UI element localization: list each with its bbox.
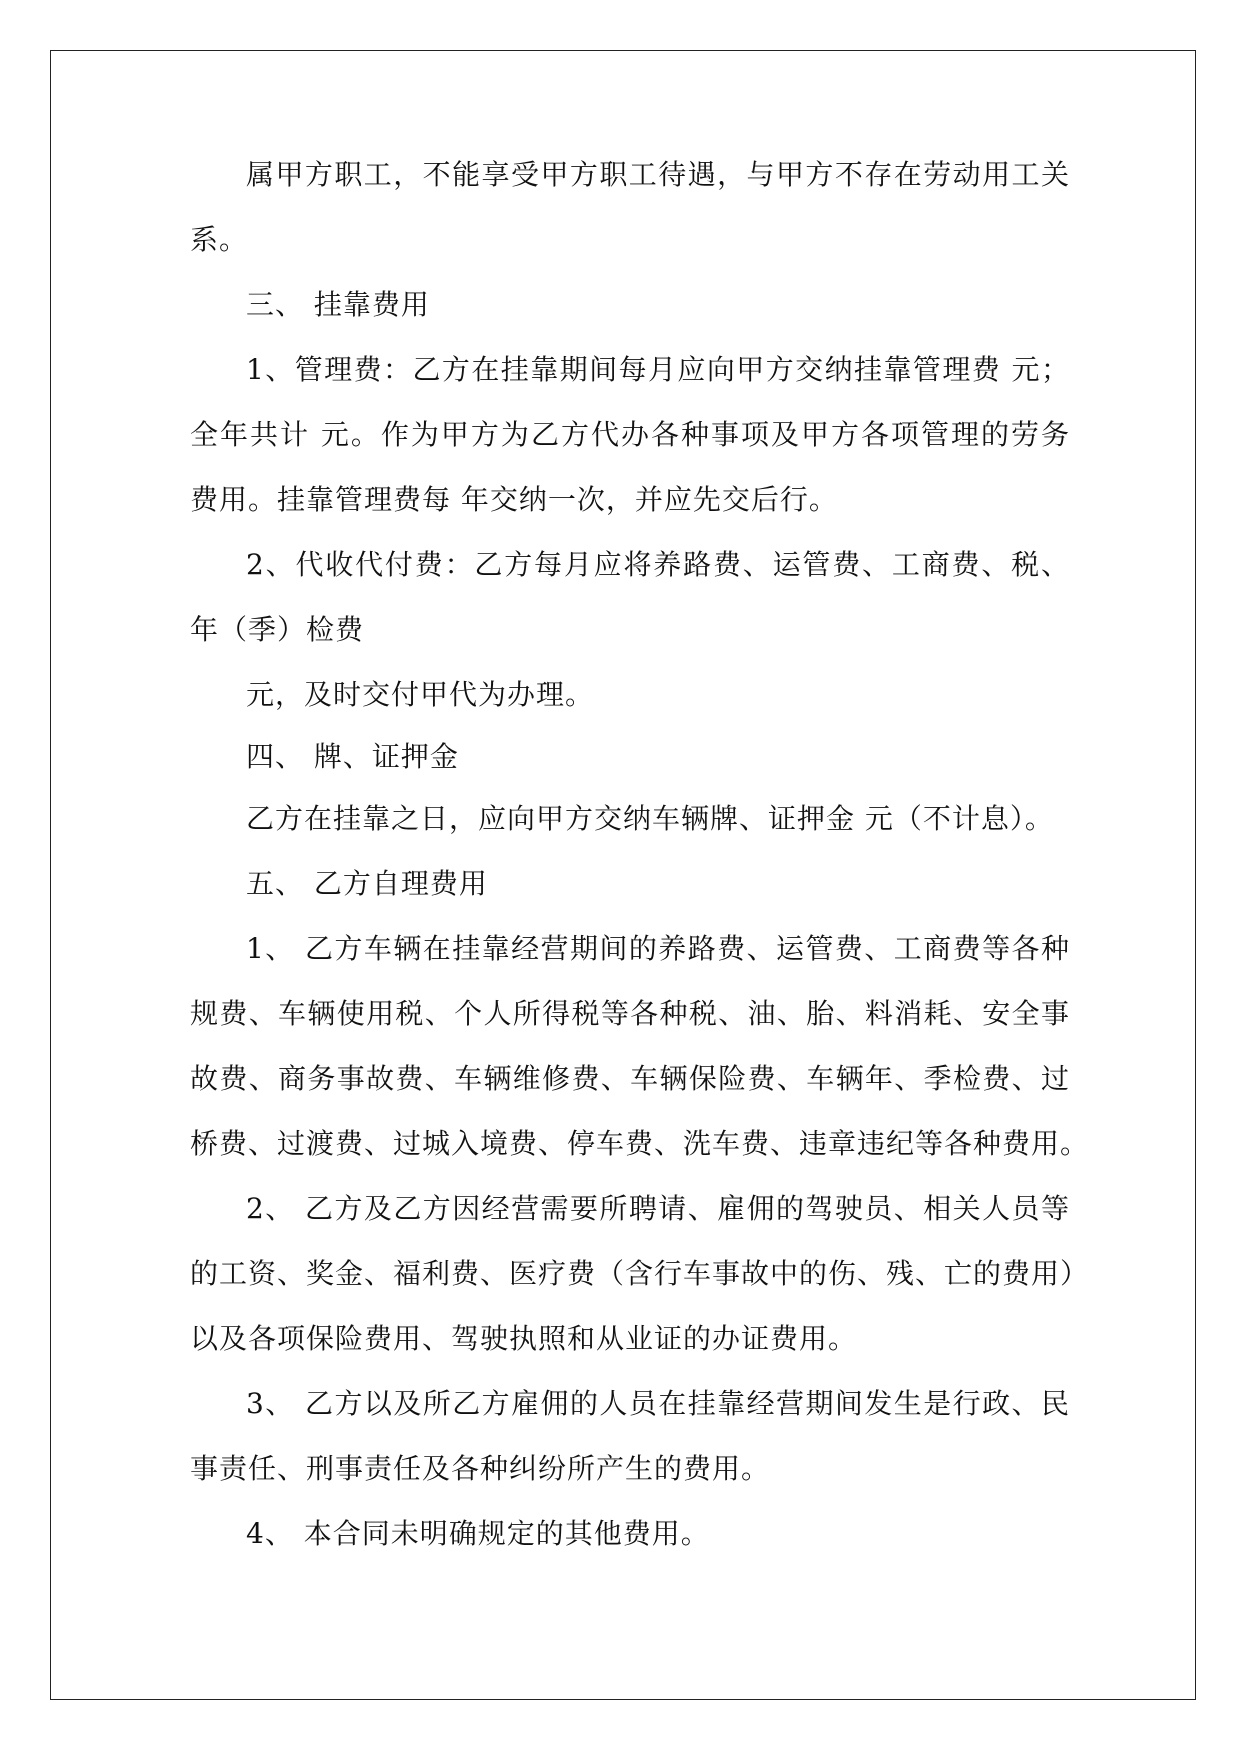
paragraph-line: 1、 乙方车辆在挂靠经营期间的养路费、运管费、工商费等各种	[246, 932, 1070, 965]
paragraph-line: 4、 本合同未明确规定的其他费用。	[246, 1517, 710, 1550]
paragraph-line: 年（季）检费	[190, 613, 365, 646]
section-heading: 四、 牌、证押金	[246, 740, 459, 773]
paragraph-line: 规费、车辆使用税、个人所得税等各种税、油、胎、料消耗、安全事	[190, 997, 1070, 1030]
section-heading: 三、 挂靠费用	[246, 288, 430, 321]
paragraph-line: 桥费、过渡费、过城入境费、停车费、洗车费、违章违纪等各种费用。	[190, 1127, 1090, 1160]
paragraph-line: 属甲方职工，不能享受甲方职工待遇，与甲方不存在劳动用工关	[246, 158, 1070, 191]
paragraph-line: 乙方在挂靠之日，应向甲方交纳车辆牌、证押金 元（不计息）。	[246, 802, 1054, 835]
paragraph-line: 2、代收代付费：乙方每月应将养路费、运管费、工商费、税、	[246, 548, 1070, 581]
paragraph-line: 故费、商务事故费、车辆维修费、车辆保险费、车辆年、季检费、过	[190, 1062, 1070, 1095]
paragraph-line: 的工资、奖金、福利费、医疗费（含行车事故中的伤、残、亡的费用）	[190, 1257, 1090, 1290]
paragraph-line: 以及各项保险费用、驾驶执照和从业证的办证费用。	[190, 1322, 858, 1355]
paragraph-line: 元，及时交付甲代为办理。	[246, 678, 595, 711]
section-heading: 五、 乙方自理费用	[246, 867, 488, 900]
document-body	[190, 155, 1090, 1554]
paragraph-line: 系。	[190, 223, 249, 256]
paragraph-line: 费用。挂靠管理费每 年交纳一次，并应先交后行。	[190, 483, 838, 516]
paragraph-line: 1、管理费：乙方在挂靠期间每月应向甲方交纳挂靠管理费 元；	[246, 353, 1070, 386]
paragraph-line: 事责任、刑事责任及各种纠纷所产生的费用。	[190, 1452, 771, 1485]
paragraph-line: 2、 乙方及乙方因经营需要所聘请、雇佣的驾驶员、相关人员等	[246, 1192, 1070, 1225]
paragraph-line: 全年共计 元。作为甲方为乙方代办各种事项及甲方各项管理的劳务	[190, 418, 1070, 451]
paragraph-line: 3、 乙方以及所乙方雇佣的人员在挂靠经营期间发生是行政、民	[246, 1387, 1070, 1420]
